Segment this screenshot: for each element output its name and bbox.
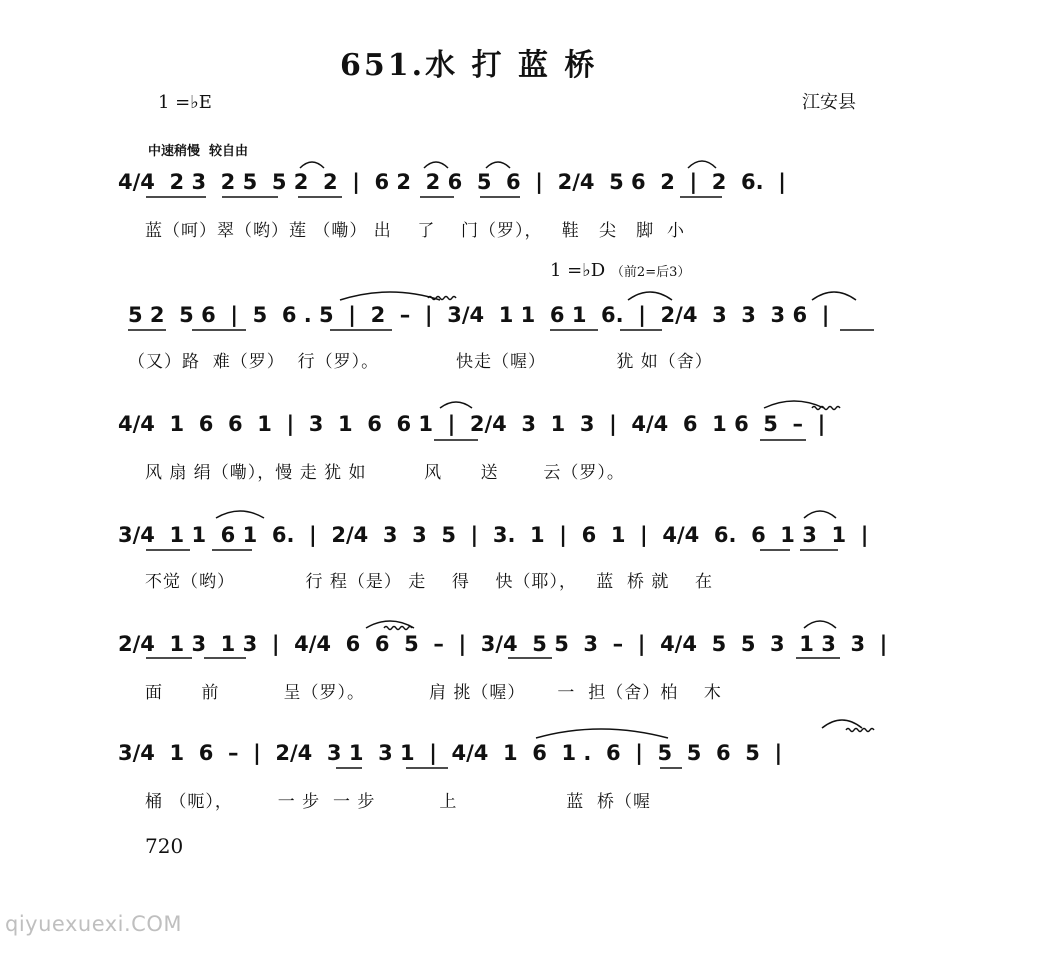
page-title: 651.水 打 蓝 桥: [340, 48, 598, 83]
site-watermark: qiyuexuexi.COM: [5, 912, 182, 936]
slur-mark: [216, 511, 264, 518]
trill-mark: [812, 407, 840, 410]
slur-mark: [300, 162, 324, 168]
slur-mark: [486, 162, 510, 168]
key-signature: 1 =♭E: [158, 92, 212, 113]
slur-mark: [628, 292, 672, 300]
notation-line: 2/4 1 3 1 3 | 4/4 6 6 5 – | 3/4 5 5 3 – | 4/4 5 5 3 1 3 3 |: [118, 632, 888, 656]
key-change-value: 1 =♭D: [550, 260, 606, 281]
slur-mark: [366, 621, 414, 628]
notation-line: 3/4 1 1 6 1 6. | 2/4 3 3 5 | 3. 1 | 6 1 | 4/4 6. 6 1 3 1 |: [118, 523, 869, 547]
slur-mark: [804, 511, 836, 518]
slur-mark: [812, 292, 856, 300]
notation-line: 3/4 1 6 – | 2/4 3 1 3 1 | 4/4 1 6 1 . 6 | 5 5 6 5 |: [118, 741, 783, 765]
notation-line: 4/4 1 6 6 1 | 3 1 6 6 1 | 2/4 3 1 3 | 4/4 6 1 6 5 – |: [118, 412, 826, 436]
lyrics-line: 蓝（呵）翠（哟）莲 （嘞） 出 了 门（罗）， 鞋 尖 脚 小: [145, 221, 685, 241]
lyrics-line: 不觉（哟） 行 程（是） 走 得 快（耶）， 蓝 桥 就 在: [145, 572, 714, 592]
notation-line: 4/4 2 3 2 5 5 2 2 | 6 2 2 6 5 6 | 2/4 5 6 2 | 2 6. |: [118, 170, 786, 194]
page-number: 720: [145, 834, 184, 858]
lyrics-line: 面 前 呈（罗）。 肩 挑（喔） 一 担（舍）柏 木: [145, 683, 722, 703]
trill-mark: [384, 627, 412, 630]
lyrics-line: 桶 （呃）， 一 步 一 步 上 蓝 桥（喔: [145, 792, 652, 812]
lyrics-line: （又）路 难（罗） 行（罗）。 快走（喔） 犹 如（舍）: [128, 352, 713, 372]
slur-mark: [536, 729, 668, 738]
slur-mark: [688, 161, 716, 168]
lyrics-line: 风 扇 绢（嘞），慢 走 犹 如 风 送 云（罗）。: [145, 463, 625, 483]
slur-mark: [440, 402, 472, 408]
trill-mark: [846, 729, 874, 732]
slur-mark: [822, 720, 862, 728]
slur-mark: [340, 292, 440, 300]
key-change-note: （前2=后3）: [610, 265, 691, 280]
tempo-marking: 中速稍慢 较自由: [148, 144, 249, 159]
slur-mark: [424, 162, 448, 168]
slur-mark: [804, 621, 836, 628]
region-label: 江安县: [802, 92, 856, 113]
notation-line: 5 2 5 6 | 5 6 . 5 | 2 – | 3/4 1 1 6 1 6. | 2/4 3 3 3 6 |: [128, 303, 830, 327]
